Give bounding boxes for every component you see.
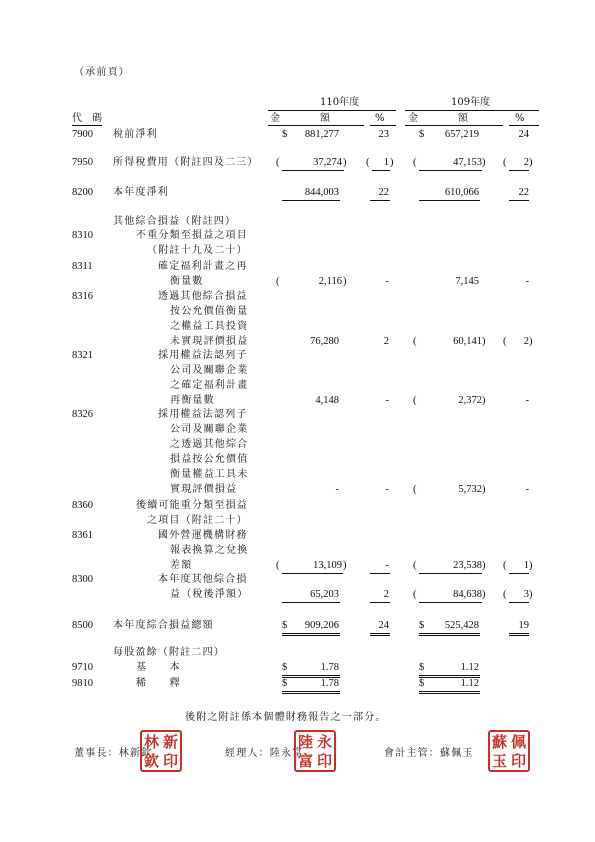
- manager-signature: 經理人：陸永富: [225, 748, 304, 759]
- underline: [282, 602, 340, 603]
- currency-symbol: $: [419, 662, 425, 673]
- amount-109: 657,219: [444, 129, 479, 140]
- amount-110: 76,280: [310, 336, 339, 347]
- row-code: 8360: [72, 500, 93, 511]
- row-label: 衡量權益工具未: [170, 469, 249, 480]
- row-label: 之確定福利計畫: [170, 380, 249, 391]
- row-label: 報表換算之兌換: [170, 545, 249, 556]
- pct-109: -: [525, 484, 529, 495]
- row-label: 稀 釋: [136, 678, 181, 689]
- paren-open: (: [276, 157, 280, 168]
- paren-close: ): [482, 560, 486, 571]
- pct-109: 2: [523, 336, 529, 347]
- underline: [419, 602, 482, 603]
- eps-basic-109: 1.12: [460, 662, 479, 673]
- row-label: 按公允價值衡量: [170, 306, 249, 317]
- paren-close: ): [482, 395, 486, 406]
- pct-rule-109: [509, 125, 539, 126]
- pct-110: -: [385, 276, 389, 287]
- currency-symbol: $: [419, 678, 425, 689]
- amount-109: 2,372: [458, 395, 482, 406]
- row-label: 損益按公允價值: [170, 454, 249, 465]
- year-110-header: 110年度: [320, 97, 360, 108]
- double-underline: [282, 633, 340, 636]
- currency-symbol: $: [282, 678, 288, 689]
- row-label: 之透過其他綜合: [170, 439, 249, 450]
- row-label: 後續可能重分類至損益: [136, 500, 248, 511]
- row-label: 實現評價損益: [170, 484, 238, 495]
- row-label: 確定福利計畫之再: [158, 261, 248, 272]
- chairman-signature: 董事長：林新欽: [74, 748, 153, 759]
- row-label: 所得稅費用（附註四及二三）: [113, 157, 259, 168]
- paren-open: (: [413, 589, 417, 600]
- row-label: 其他綜合損益（附註四）: [113, 216, 237, 227]
- amount-110: 4,148: [315, 395, 339, 406]
- paren-close: ): [529, 560, 533, 571]
- row-label: 透過其他綜合損益: [158, 291, 248, 302]
- row-code: 7900: [72, 129, 93, 140]
- row-label: 國外營運機構財務: [158, 530, 248, 541]
- pct-110: 23: [378, 129, 389, 140]
- eps-diluted-110: 1.78: [320, 678, 339, 689]
- paren-open: (: [503, 157, 507, 168]
- pct-110: -: [385, 395, 389, 406]
- paren-open: (: [503, 336, 507, 347]
- row-code: 8361: [72, 530, 93, 541]
- paren-open: (: [413, 336, 417, 347]
- pct-109: 1: [523, 560, 529, 571]
- year-109-rule: [405, 110, 539, 111]
- paren-close: ): [482, 484, 486, 495]
- underline: [509, 602, 529, 603]
- pct-110: 1: [383, 157, 389, 168]
- double-underline: [509, 633, 529, 636]
- row-label: 未實現評價損益: [170, 336, 249, 347]
- underline: [282, 200, 340, 201]
- paren-close: ): [390, 157, 394, 168]
- pct-header-109: %: [515, 113, 525, 124]
- paren-open: (: [413, 395, 417, 406]
- paren-close: ): [343, 276, 347, 287]
- pct-110: -: [385, 560, 389, 571]
- paren-open: (: [276, 276, 280, 287]
- row-label: 益（稅後淨額）: [170, 589, 249, 600]
- paren-close: ): [529, 589, 533, 600]
- accountant-seal: 蘇 佩 玉 印: [488, 730, 530, 772]
- row-label: 差額: [170, 560, 193, 571]
- amount-rule-109: [405, 125, 503, 126]
- amount-110: 881,277: [304, 129, 339, 140]
- pct-109: 22: [518, 187, 529, 198]
- currency-symbol: $: [419, 620, 425, 631]
- underline: [509, 170, 529, 171]
- eps-diluted-109: 1.12: [460, 678, 479, 689]
- pct-110: 2: [383, 589, 389, 600]
- amount-109: 5,732: [458, 484, 482, 495]
- amount-110: 37,274: [313, 157, 342, 168]
- amount-header-109: 金 額: [408, 113, 468, 124]
- row-label: 本年度淨利: [113, 187, 169, 198]
- row-label: （附註十九及二十）: [147, 245, 248, 256]
- row-label: 之權益工具投資: [170, 321, 249, 332]
- amount-109: 610,066: [444, 187, 479, 198]
- pct-109: 24: [518, 129, 529, 140]
- code-header: 代 碼: [72, 113, 102, 124]
- pct-110: -: [385, 484, 389, 495]
- row-label: 本年度其他綜合損: [158, 574, 248, 585]
- row-code: 8500: [72, 620, 93, 631]
- underline: [419, 170, 482, 171]
- pct-109: 19: [518, 620, 529, 631]
- row-label: 不重分類至損益之項目: [136, 230, 248, 241]
- paren-close: ): [343, 560, 347, 571]
- row-label: 公司及關聯企業: [170, 365, 249, 376]
- underline: [372, 170, 390, 171]
- underline: [370, 573, 390, 574]
- underline: [419, 200, 480, 201]
- paren-close: ): [529, 157, 533, 168]
- double-underline: [282, 691, 340, 694]
- pct-109: -: [525, 395, 529, 406]
- currency-symbol: $: [282, 662, 288, 673]
- amount-rule-110: [268, 125, 364, 126]
- paren-open: (: [413, 560, 417, 571]
- paren-open: (: [503, 589, 507, 600]
- underline: [509, 573, 529, 574]
- row-label: 每股盈餘（附註二四）: [113, 647, 225, 658]
- currency-symbol: $: [419, 129, 425, 140]
- pct-109: 2: [523, 157, 529, 168]
- row-code: 8316: [72, 291, 93, 302]
- amount-110: 844,003: [304, 187, 339, 198]
- row-label: 再衡量數: [170, 395, 215, 406]
- paren-close: ): [482, 589, 486, 600]
- row-label: 稅前淨利: [113, 129, 158, 140]
- continued-label: （承前頁）: [74, 67, 130, 78]
- underline: [509, 200, 529, 201]
- amount-110: -: [335, 484, 339, 495]
- underline: [370, 200, 390, 201]
- paren-close: ): [482, 157, 486, 168]
- currency-symbol: $: [282, 129, 288, 140]
- row-label: 公司及關聯企業: [170, 424, 249, 435]
- row-label: 本年度綜合損益總額: [113, 620, 214, 631]
- pct-rule-110: [370, 125, 396, 126]
- row-code: 8326: [72, 409, 93, 420]
- row-code: 9710: [72, 662, 93, 673]
- amount-109: 525,428: [444, 620, 479, 631]
- row-code: 8310: [72, 230, 93, 241]
- chairman-seal: 林 新 欽 印: [140, 730, 182, 772]
- double-underline: [419, 691, 480, 694]
- row-label: 衡量數: [170, 276, 204, 287]
- pct-110: 22: [378, 187, 389, 198]
- row-code: 8311: [72, 261, 93, 272]
- paren-close: ): [529, 336, 533, 347]
- double-underline: [370, 633, 390, 636]
- amount-109: 60,141: [453, 336, 482, 347]
- underline: [282, 170, 344, 171]
- amount-110: 909,206: [304, 620, 339, 631]
- currency-symbol: $: [282, 620, 288, 631]
- paren-open: (: [503, 560, 507, 571]
- row-label: 基 本: [136, 662, 181, 673]
- paren-open: (: [413, 484, 417, 495]
- underline: [419, 573, 482, 574]
- pct-header-110: %: [375, 113, 385, 124]
- paren-close: ): [343, 157, 347, 168]
- paren-open: (: [413, 157, 417, 168]
- amount-109: 23,538: [453, 560, 482, 571]
- row-code: 8300: [72, 574, 93, 585]
- row-code: 7950: [72, 157, 93, 168]
- amount-header-110: 金 額: [270, 113, 330, 124]
- footnote: 後附之附註係本個體財務報告之一部分。: [185, 712, 387, 723]
- paren-close: ): [482, 336, 486, 347]
- pct-109: -: [525, 276, 529, 287]
- amount-109: 7,145: [455, 276, 479, 287]
- double-underline: [419, 633, 480, 636]
- manager-seal: 陸 永 富 印: [294, 730, 336, 772]
- accountant-signature: 會計主管：蘇佩玉: [384, 748, 474, 759]
- year-109-header: 109年度: [451, 97, 491, 108]
- pct-110: 24: [378, 620, 389, 631]
- year-110-rule: [268, 110, 396, 111]
- pct-109: 3: [523, 589, 529, 600]
- row-label: 之項目（附註二十）: [147, 515, 248, 526]
- row-code: 8321: [72, 350, 93, 361]
- row-code: 9810: [72, 678, 93, 689]
- amount-110: 2,116: [318, 276, 342, 287]
- row-label: 採用權益法認列子: [158, 350, 248, 361]
- amount-109: 84,638: [453, 589, 482, 600]
- pct-110: 2: [383, 336, 389, 347]
- amount-110: 13,109: [313, 560, 342, 571]
- amount-110: 65,203: [310, 589, 339, 600]
- row-label: 採用權益法認列子: [158, 409, 248, 420]
- row-code: 8200: [72, 187, 93, 198]
- underline: [370, 602, 390, 603]
- amount-109: 47,153: [453, 157, 482, 168]
- code-header-rule: [72, 125, 102, 126]
- underline: [282, 573, 343, 574]
- paren-open: (: [276, 560, 280, 571]
- eps-basic-110: 1.78: [320, 662, 339, 673]
- paren-open: (: [366, 157, 370, 168]
